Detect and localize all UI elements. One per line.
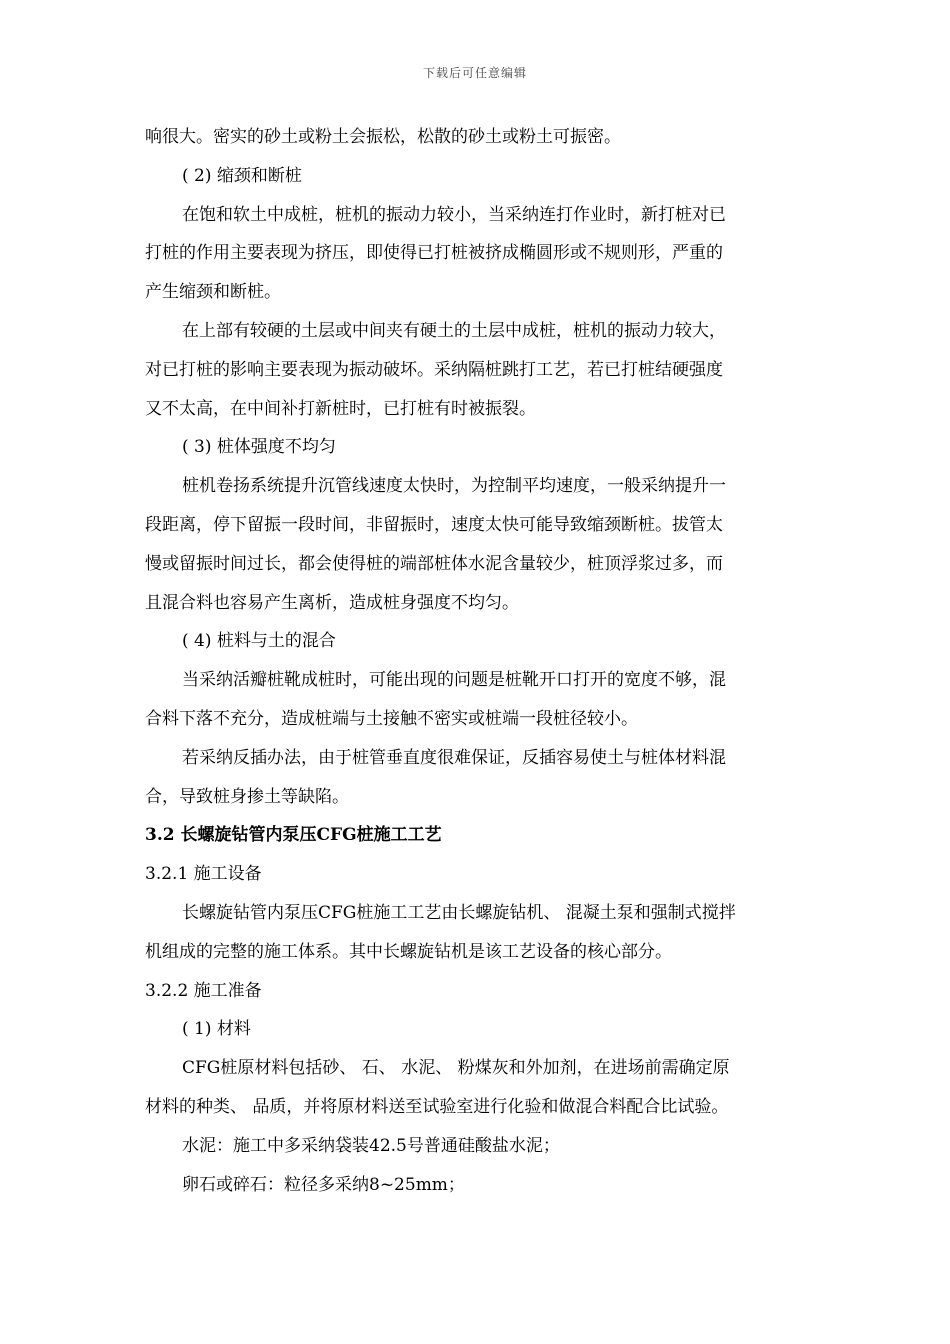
text-line: 长螺旋钻管内泵压CFG桩施工工艺由长螺旋钻机、 混凝土泵和强制式搅拌 [182, 902, 736, 923]
text-line: 在饱和软土中成桩，桩机的振动力较小，当采纳连打作业时，新打桩对已 [182, 204, 726, 225]
text-line: 3.2.2 施工准备 [145, 980, 262, 1001]
page-header: 下载后可任意编辑 [422, 66, 527, 80]
text-line: CFG桩原材料包括砂、 石、 水泥、 粉煤灰和外加剂，在进场前需确定原 [182, 1058, 730, 1079]
text-line: ( 1) 材料 [182, 1019, 251, 1040]
text-line: 打桩的作用主要表现为挤压，即使得已打桩被挤成椭圆形或不规则形，严重的 [145, 243, 723, 264]
text-line: 又不太高，在中间补打新桩时，已打桩有时被振裂。 [145, 398, 536, 419]
text-line: 桩机卷扬系统提升沉管线速度太快时，为控制平均速度，一般采纳提升一 [182, 476, 726, 497]
text-line: 当采纳活瓣桩靴成桩时，可能出现的问题是桩靴开口打开的宽度不够，混 [182, 670, 726, 691]
section-heading: 3.2 长螺旋钻管内泵压CFG桩施工工艺 [145, 825, 442, 846]
text-line: 响很大。密实的砂土或粉土会振松，松散的砂土或粉土可振密。 [145, 127, 621, 147]
text-line: 合，导致桩身掺土等缺陷。 [145, 786, 349, 807]
text-line: 对已打桩的影响主要表现为振动破坏。采纳隔桩跳打工艺，若已打桩结硬强度 [145, 359, 723, 380]
text-line: 3.2.1 施工设备 [145, 864, 262, 885]
text-line: 合料下落不充分，造成桩端与土接触不密实或桩端一段桩径较小。 [145, 708, 638, 729]
text-line: ( 3) 桩体强度不均匀 [182, 437, 336, 458]
text-line: ( 2) 缩颈和断桩 [182, 165, 302, 186]
text-line: ( 4) 桩料与土的混合 [182, 631, 336, 652]
text-line: 在上部有较硬的土层或中间夹有硬土的土层中成桩，桩机的振动力较大， [182, 320, 726, 341]
text-line: 材料的种类、 品质，并将原材料送至试验室进行化验和做混合料配合比试验。 [145, 1096, 729, 1117]
text-line: 水泥：施工中多采纳袋装42.5号普通硅酸盐水泥； [182, 1135, 560, 1156]
text-line: 机组成的完整的施工体系。其中长螺旋钻机是该工艺设备的核心部分。 [145, 941, 672, 962]
text-line: 若采纳反插办法，由于桩管垂直度很难保证，反插容易使土与桩体材料混 [182, 747, 726, 768]
text-line: 卵石或碎石：粒径多采纳8~25mm； [182, 1174, 465, 1195]
text-line: 段距离，停下留振一段时间，非留振时，速度太快可能导致缩颈断桩。拔管太 [145, 514, 723, 535]
text-line: 产生缩颈和断桩。 [145, 282, 281, 303]
text-line: 慢或留振时间过长，都会使得桩的端部桩体水泥含量较少，桩顶浮浆过多，而 [145, 553, 723, 574]
text-line: 且混合料也容易产生离析，造成桩身强度不均匀。 [145, 592, 519, 613]
document-body [145, 118, 810, 1204]
